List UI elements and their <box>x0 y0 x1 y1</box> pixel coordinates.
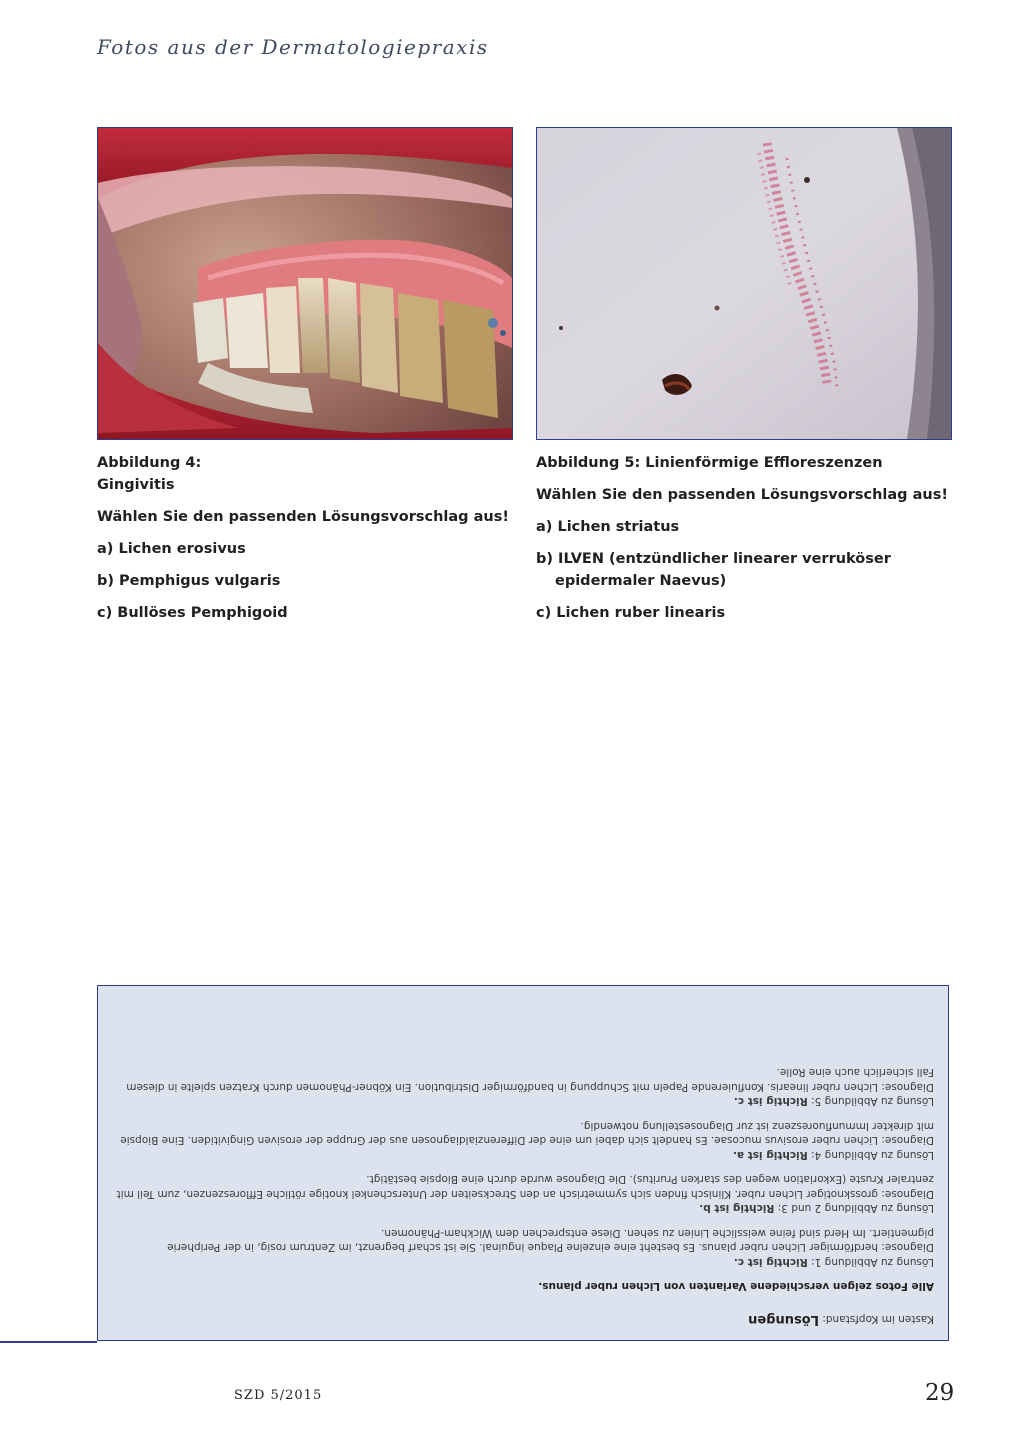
solutions-box <box>97 985 949 1341</box>
figure-4-question: Wählen Sie den passenden Lösungsvorschlag aus! <box>97 509 509 525</box>
figure-5-option-b: b) ILVEN (entzündlicher linearer verruköser epidermaler Naevus) <box>536 551 891 589</box>
figure-4-photo <box>97 127 513 440</box>
solutions-intro: Kasten im Kopfstand: Lösungen <box>748 1312 934 1327</box>
solutions-box-rotated <box>98 986 948 1340</box>
linear-efflorescences-image <box>537 128 951 439</box>
gingivitis-image <box>98 128 512 439</box>
figure-4-option-c: c) Bullöses Pemphigoid <box>97 605 288 621</box>
solution-2-body: Diagnose: grossknotiger Lichen ruber. Klinisch finden sich symmetrisch an den Streckseiten der Unterschenkel knotige rötliche Effloreszenzen, zum Teil mit zentraler Kruste (Exkoriation wegen des starken Pruritus). Die Diagnose wurde durch eine Biopsie bestätigt. <box>116 1173 934 1200</box>
solutions-title: Lösungen <box>748 1312 819 1327</box>
figure-5-label: Abbildung 5: Linienförmige Effloreszenzen <box>536 455 883 471</box>
page-number: 29 <box>925 1380 955 1406</box>
solutions-text <box>112 1055 934 1326</box>
figure-5-option-c: c) Lichen ruber linearis <box>536 605 726 621</box>
figure-4-option-b: b) Pemphigus vulgaris <box>97 573 281 589</box>
solution-1-head: Lösung zu Abbildung 1: Richtig ist c. <box>733 1256 934 1268</box>
figure-4-option-a: a) Lichen erosivus <box>97 541 246 557</box>
solution-1-body: Diagnose: herdförmiger Lichen ruber planus. Es besteht eine einzelne Plaque inguinal. Sie ist scharf begrenzt, im Zentrum rosig, in der Peripherie pigmentiert. Im Herd sind feine weissliche Linien zu sehen. Diese entsprechen dem Wickham-Phänomen. <box>167 1227 934 1254</box>
figure-4-label: Abbildung 4: <box>97 455 202 471</box>
footer-rule <box>0 1341 97 1343</box>
figure-4-title: Gingivitis <box>97 477 175 493</box>
solution-2-head: Lösung zu Abbildung 2 und 3: Richtig ist b. <box>699 1202 934 1215</box>
solutions-subhead: Alle Fotos zeigen verschiedene Varianten von Lichen ruber planus. <box>538 1280 934 1293</box>
solution-3-body: Diagnose: Lichen ruber erosivus mucosae. Es handelt sich dabei um eine der Differenzialdiagnosen aus der Gruppe der erosiven Gingivitiden. Eine Biopsie mit direkter Immunfluoreszenz ist zur Diagnosestellung notwendig. <box>120 1120 934 1147</box>
solution-4-head: Lösung zu Abbildung 5: Richtig ist c. <box>733 1095 934 1108</box>
figure-5-question: Wählen Sie den passenden Lösungsvorschlag aus! <box>536 487 948 503</box>
solution-3-head: Lösung zu Abbildung 4: Richtig ist a. <box>732 1149 934 1161</box>
figure-4-caption <box>97 452 511 634</box>
figure-5-photo <box>536 127 952 440</box>
figure-5-caption <box>536 452 950 634</box>
solution-4-body: Diagnose: Lichen ruber linearis. Konfluierende Papeln mit Schuppung in bandförmiger Distribution. Ein Köbner-Phänomen durch Kratzen spielte in diesem Fall sicherlich auch eine Rolle. <box>126 1066 934 1093</box>
running-header: Fotos aus der Dermatologiepraxis <box>97 35 489 59</box>
figure-5-option-a: a) Lichen striatus <box>536 519 680 535</box>
journal-issue: SZD 5/2015 <box>234 1388 323 1403</box>
